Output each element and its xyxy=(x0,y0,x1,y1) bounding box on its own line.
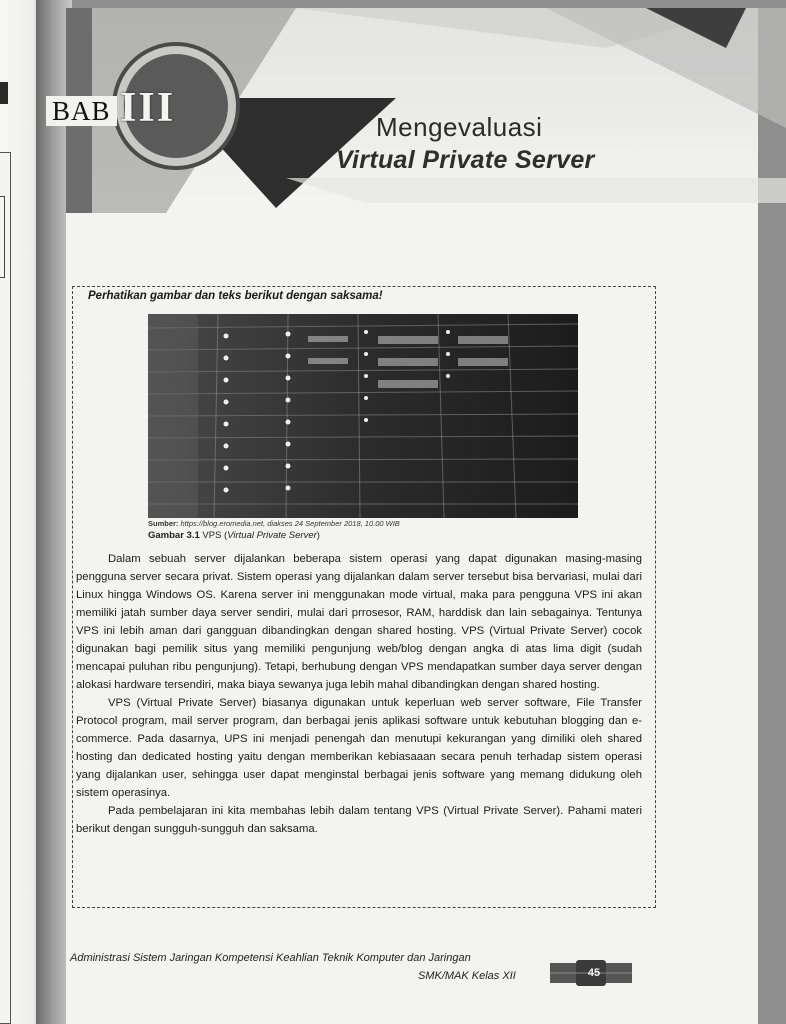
paragraph-1: Dalam sebuah server dijalankan beberapa sistem operasi yang dapat digunakan masing-masing pengguna server secara privat. Sistem operasi yang dijalankan dalam server tersebut bisa bervariasi, mulai dari Linux hingga Windows OS. Karena server ini menggunakan mode virtual, maka para pengguna VPS ini akan memiliki jatah sumber daya server sendiri, mulai dari prrosesor, RAM, harddisk dan lain sebagainya. Tentunya VPS ini lebih aman dari gangguan dibandingkan dengan shared hosting. VPS (Virtual Private Server) cocok digunakan bagi pemilik situs yang memiliki pengunjung web/blog dengan angka di atas lima digit (sudah mencapai puluhan ribu pengunjung). Tetapi, berhubung dengan VPS mendapatkan sumber daya server dengan alokasi hardware tersendiri, maka biaya sewanya juga lebih mahal dibandingkan dengan shared hosting. xyxy=(76,553,642,691)
page-number: 45 xyxy=(587,967,601,979)
book-page xyxy=(52,8,758,1024)
image-source-label: Sumber: xyxy=(148,519,179,528)
figure-caption-end: ) xyxy=(316,530,320,541)
figure-label: Gambar 3.1 xyxy=(148,530,200,541)
chapter-title-line2: Virtual Private Server xyxy=(336,146,595,174)
chapter-label: BAB xyxy=(46,96,117,126)
body-text xyxy=(76,550,642,838)
adjacent-page-box xyxy=(0,152,11,1024)
paragraph-3: Pada pembelajaran ini kita membahas lebih dalam tentang VPS (Virtual Private Server). Pahami materi berikut dengan sungguh-sungguh dan saksama. xyxy=(76,805,642,835)
figure-caption xyxy=(148,530,320,541)
header-triangle-right xyxy=(546,8,786,128)
figure-caption-italic: Virtual Private Server xyxy=(227,530,317,541)
footer-grade: SMK/MAK Kelas XII xyxy=(418,970,516,982)
footer-book-title: Administrasi Sistem Jaringan Kompetensi Keahlian Teknik Komputer dan Jaringan xyxy=(70,952,471,964)
chapter-number: III xyxy=(120,85,176,131)
paragraph-2: VPS (Virtual Private Server) biasanya digunakan untuk keperluan web server software, File Transfer Protocol program, mail server program, dan berbagai jenis aplikasi software untuk kebutuhan blogging dan e-commerce. Pada dasarnya, UPS ini menjadi penengah dan menutupi kekurangan yang dimiliki oleh shared hosting dan dedicated hosting yaitu dengan memberikan kebiasaaan secara penuh terhadap sistem operasi yang dijalankan user, sehingga user dapat menginstal berbagai jenis software yang memang didukung oleh sistem operasinya. xyxy=(76,697,642,799)
instruction-text: Perhatikan gambar dan teks berikut dengan saksama! xyxy=(88,290,383,302)
adjacent-page-inner-box xyxy=(0,196,5,278)
server-rack-illustration xyxy=(148,314,578,518)
figure-caption-plain: VPS ( xyxy=(202,530,228,541)
image-source xyxy=(148,519,400,528)
image-source-text: https://blog.eromedia.net, diakses 24 September 2018, 10.00 WIB xyxy=(180,519,400,528)
adjacent-page-tab xyxy=(0,82,8,104)
vps-server-rack-photo xyxy=(148,314,578,518)
chapter-title-line1: Mengevaluasi xyxy=(376,112,543,142)
header-triangle-bottom xyxy=(286,178,786,203)
